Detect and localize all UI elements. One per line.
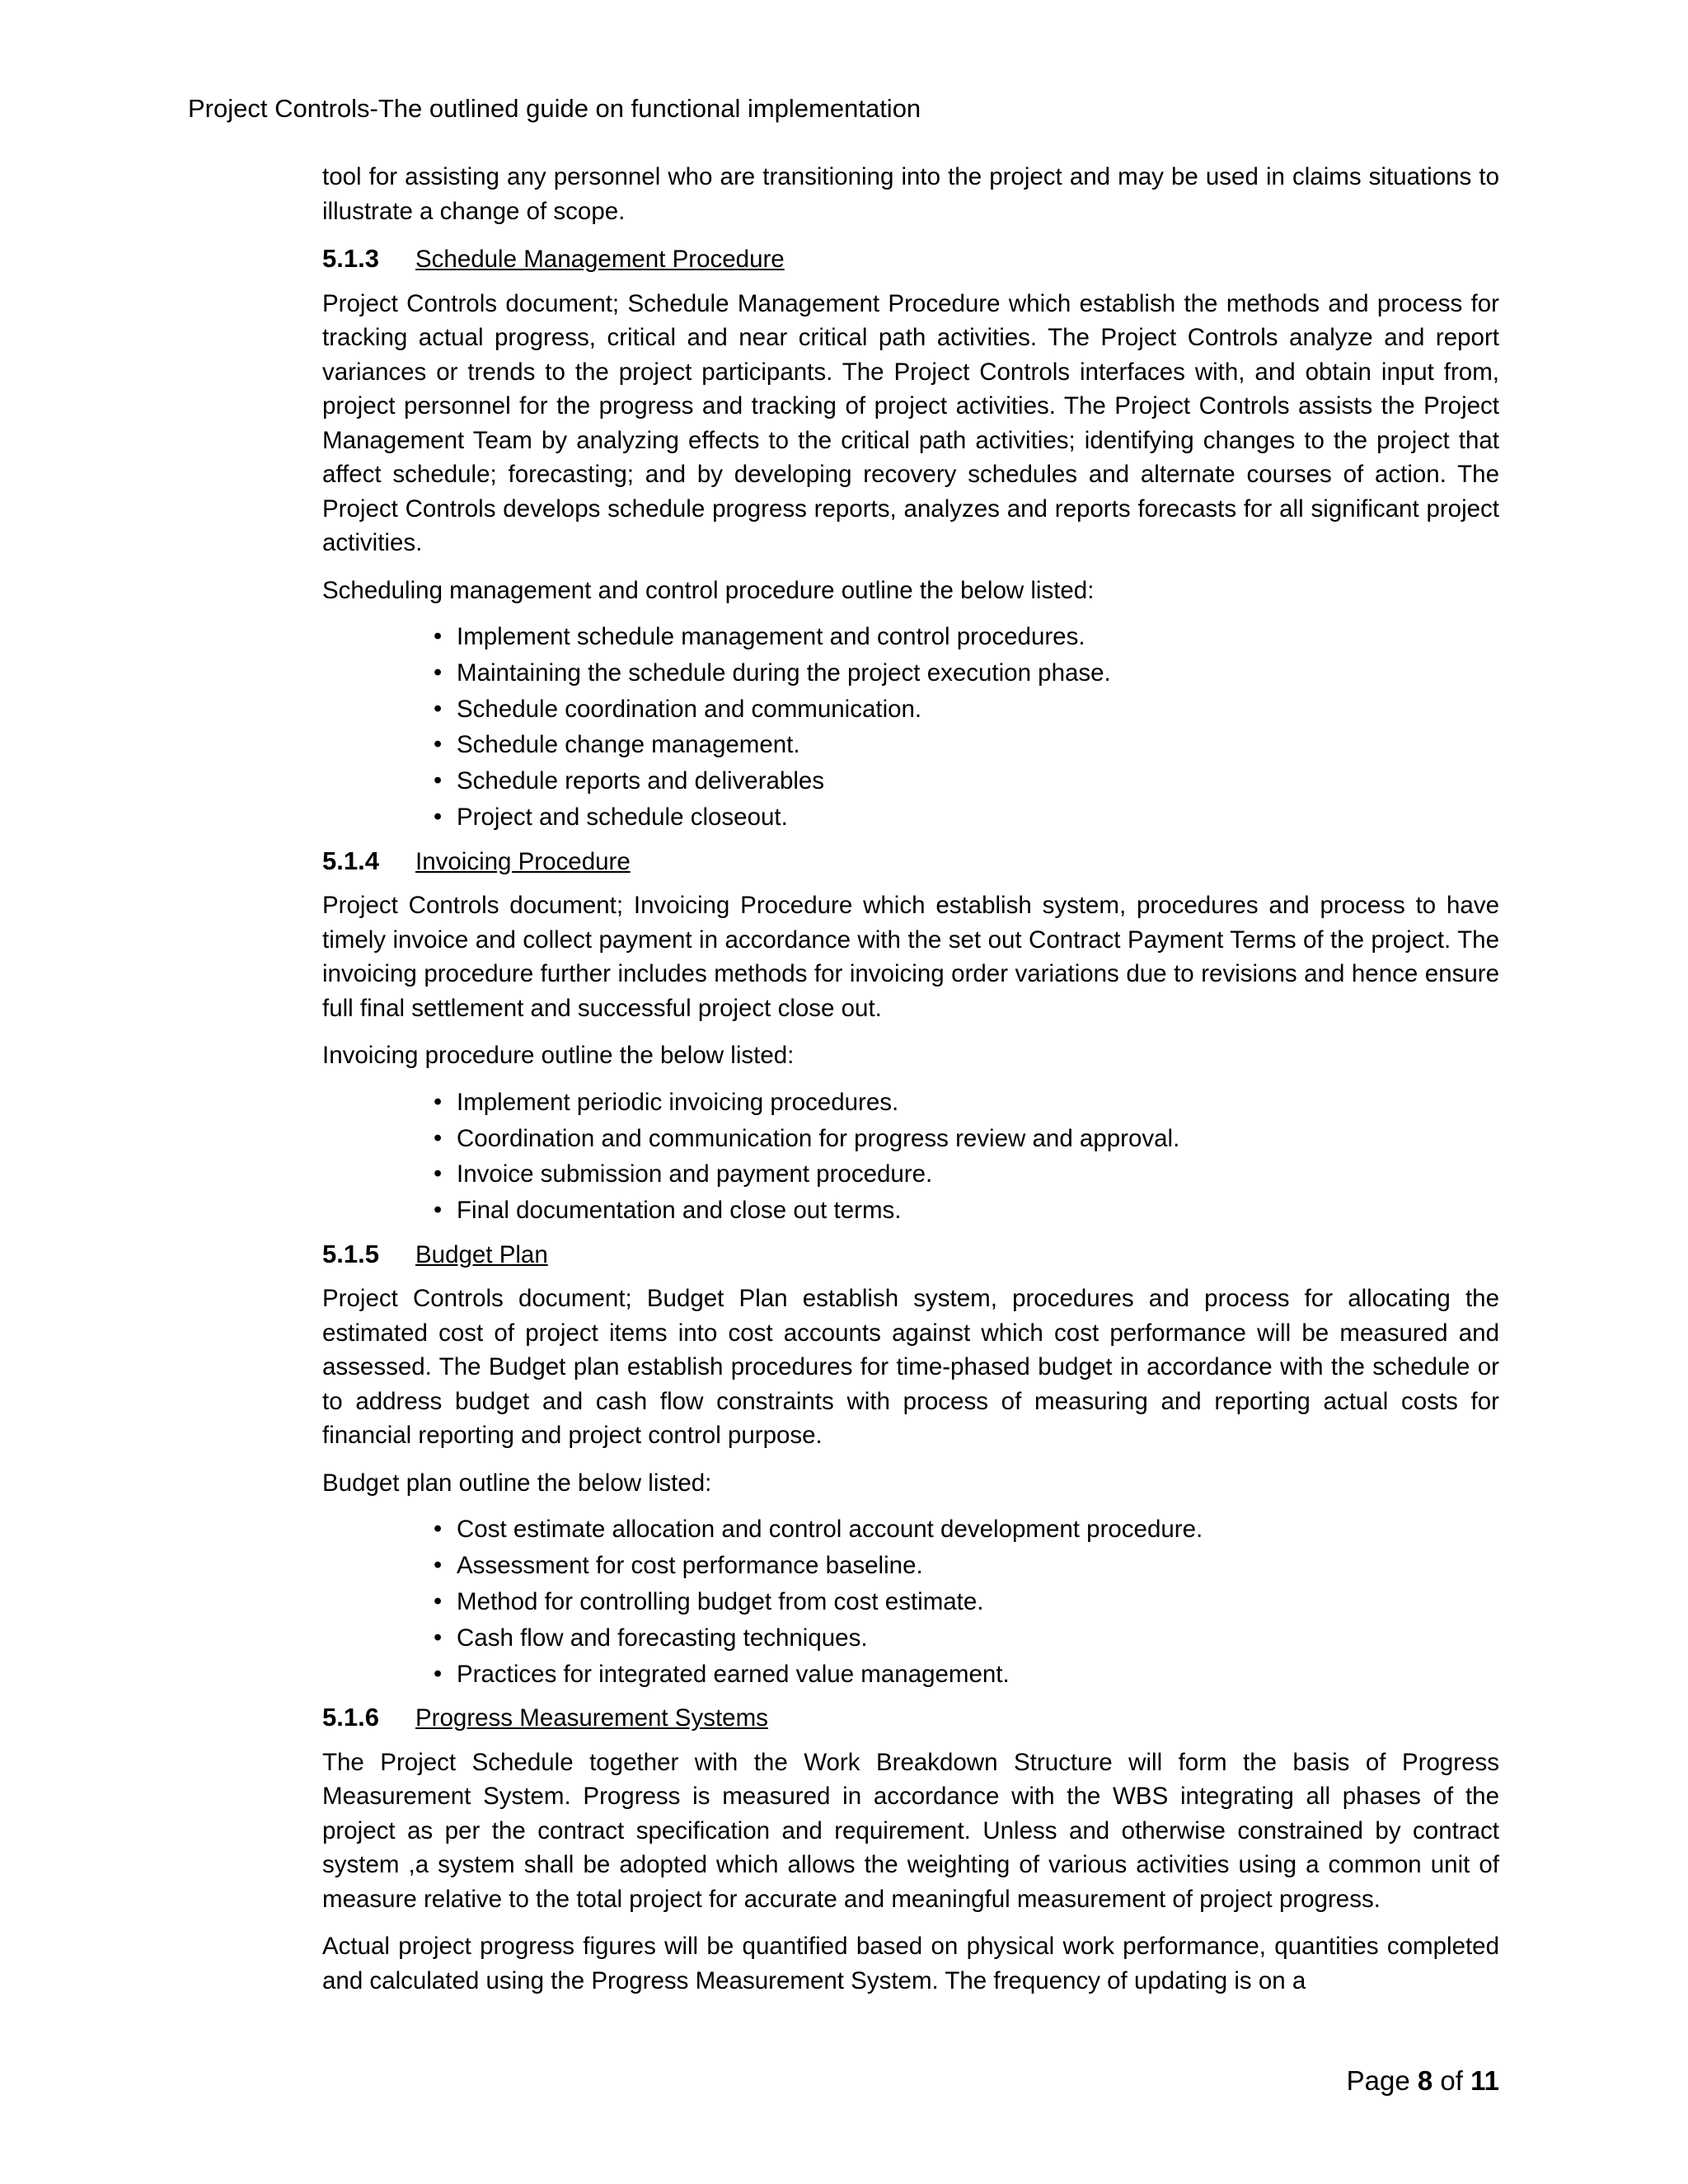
list-item: • Invoice submission and payment procedure. — [434, 1156, 1499, 1193]
section-heading-5-1-6 — [322, 1700, 1499, 1736]
section-heading-5-1-5 — [322, 1237, 1499, 1272]
list-item: • Cash flow and forecasting techniques. — [434, 1620, 1499, 1657]
list-intro: Budget plan outline the below listed: — [322, 1469, 712, 1497]
list-item: • Final documentation and close out terms. — [434, 1193, 1499, 1229]
section-title: Budget Plan — [415, 1240, 548, 1268]
bullet-list — [322, 1085, 1499, 1229]
list-item: • Maintaining the schedule during the project execution phase. — [434, 655, 1499, 691]
section-title: Invoicing Procedure — [415, 847, 631, 875]
section-title: Progress Measurement Systems — [415, 1704, 768, 1732]
list-item: • Implement schedule management and control procedures. — [434, 619, 1499, 655]
list-item: • Project and schedule closeout. — [434, 799, 1499, 836]
bullet-list — [322, 619, 1499, 836]
section-body: Project Controls document; Schedule Management Procedure which establish the methods and process for tracking actual progress, critical and near critical path activities. The Project Controls analyze and report variances or trends to the project participants. The Project Controls interfaces with, and obtain input from, project personnel for the progress and tracking of project activities. The Project Controls assists the Project Management Team by analyzing effects to the critical path activities; identifying changes to the project that affect schedule; forecasting; and by developing recovery schedules and alternate courses of action. The Project Controls develops schedule progress reports, analyzes and reports forecasts for all significant project activities. — [322, 289, 1499, 556]
intro-fragment: tool for assisting any personnel who are transitioning into the project and may be used in claims situations to illustrate a change of scope. — [322, 163, 1499, 225]
list-item: • Cost estimate allocation and control account development procedure. — [434, 1511, 1499, 1548]
list-item: • Schedule reports and deliverables — [434, 763, 1499, 799]
of-word: of — [1440, 2065, 1463, 2096]
total-pages: 11 — [1470, 2065, 1499, 2096]
list-intro: Invoicing procedure outline the below listed: — [322, 1042, 795, 1070]
list-item: • Coordination and communication for progress review and approval. — [434, 1121, 1499, 1157]
section-number: 5.1.3 — [322, 244, 379, 273]
bullet-list — [322, 1511, 1499, 1692]
section-body: Project Controls document; Budget Plan establish system, procedures and process for allocating the estimated cost of project items into cost accounts against which cost performance will be measured and assessed. The Budget plan establish procedures for time-phased budget in accordance with the schedule or to address budget and cash flow constraints with process of measuring and reporting actual costs for financial reporting and project control purpose. — [322, 1285, 1499, 1450]
list-item: • Method for controlling budget from cost estimate. — [434, 1584, 1499, 1620]
section-heading-5-1-4 — [322, 844, 1499, 879]
page-word: Page — [1346, 2065, 1410, 2096]
section-body: The Project Schedule together with the Work Breakdown Structure will form the basis of Progress Measurement System. Progress is measured in accordance with the WBS integrating all phases of the project as per the contract specification and requirement. Unless and otherwise constrained by contract system ,a system shall be adopted which allows the weighting of various activities using a common unit of measure relative to the total project for accurate and meaningful measurement of project progress. — [322, 1748, 1499, 1913]
running-header: Project Controls-The outlined guide on functional implementation — [188, 94, 921, 123]
section-number: 5.1.5 — [322, 1239, 379, 1268]
list-item: • Implement periodic invoicing procedures. — [434, 1085, 1499, 1121]
section-body-continued: Actual project progress figures will be quantified based on physical work performance, quantities completed and calculated using the Progress Measurement System. The frequency of updating is on a — [322, 1933, 1499, 1994]
section-body: Project Controls document; Invoicing Procedure which establish system, procedures and process to have timely invoice and collect payment in accordance with the set out Contract Payment Terms of the project. The invoicing procedure further includes methods for invoicing order variations due to revisions and hence ensure full final settlement and successful project close out. — [322, 892, 1499, 1022]
section-title: Schedule Management Procedure — [415, 246, 785, 273]
section-number: 5.1.6 — [322, 1703, 379, 1732]
list-item: • Assessment for cost performance baseline. — [434, 1548, 1499, 1584]
page-number — [1347, 2065, 1499, 2097]
page-content — [322, 160, 1499, 1998]
list-item: • Practices for integrated earned value management. — [434, 1657, 1499, 1693]
section-number: 5.1.4 — [322, 846, 379, 875]
current-page: 8 — [1417, 2065, 1433, 2096]
list-item: • Schedule coordination and communication. — [434, 691, 1499, 728]
list-intro: Scheduling management and control procedure outline the below listed: — [322, 576, 1095, 604]
section-heading-5-1-3 — [322, 241, 1499, 277]
list-item: • Schedule change management. — [434, 727, 1499, 763]
